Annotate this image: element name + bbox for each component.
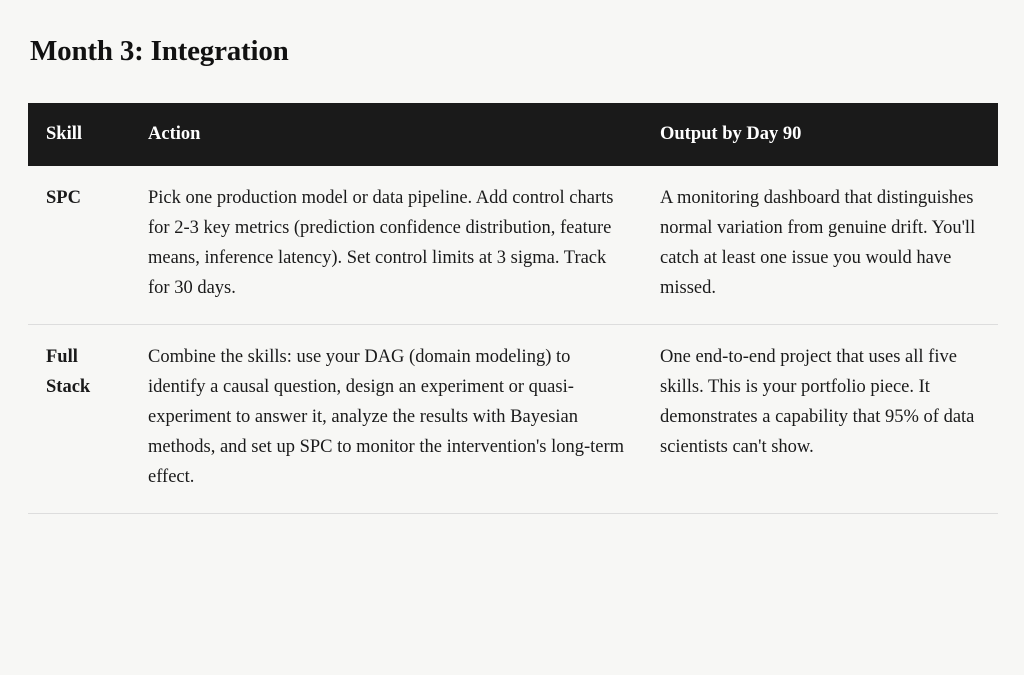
column-header-output: Output by Day 90 bbox=[660, 123, 802, 144]
skills-table bbox=[28, 103, 998, 514]
cell-action: Pick one production model or data pipeline. Add control charts for 2-3 key metrics (prediction confidence distribution, feature means, inference latency). Set control limits at 3 sigma. Track for 30 days. bbox=[130, 166, 642, 324]
table-body bbox=[28, 166, 998, 513]
column-header-action: Action bbox=[148, 123, 201, 144]
table-header bbox=[28, 103, 998, 166]
cell-skill: SPC bbox=[28, 166, 130, 324]
table-header-row bbox=[28, 103, 998, 166]
cell-output: A monitoring dashboard that distinguishes normal variation from genuine drift. You'll catch at least one issue you would have missed. bbox=[642, 166, 998, 324]
cell-output: One end-to-end project that uses all five skills. This is your portfolio piece. It demonstrates a capability that 95% of data scientists can't show. bbox=[642, 324, 998, 513]
cell-action: Combine the skills: use your DAG (domain modeling) to identify a causal question, design an experiment or quasi-experiment to answer it, analyze the results with Bayesian methods, and set up SPC to monitor the intervention's long-term effect. bbox=[130, 324, 642, 513]
cell-skill: Full Stack bbox=[28, 324, 130, 513]
table-row bbox=[28, 166, 998, 324]
table-row bbox=[28, 324, 998, 513]
column-header-skill: Skill bbox=[46, 123, 82, 144]
page-title: Month 3: Integration bbox=[30, 35, 289, 67]
